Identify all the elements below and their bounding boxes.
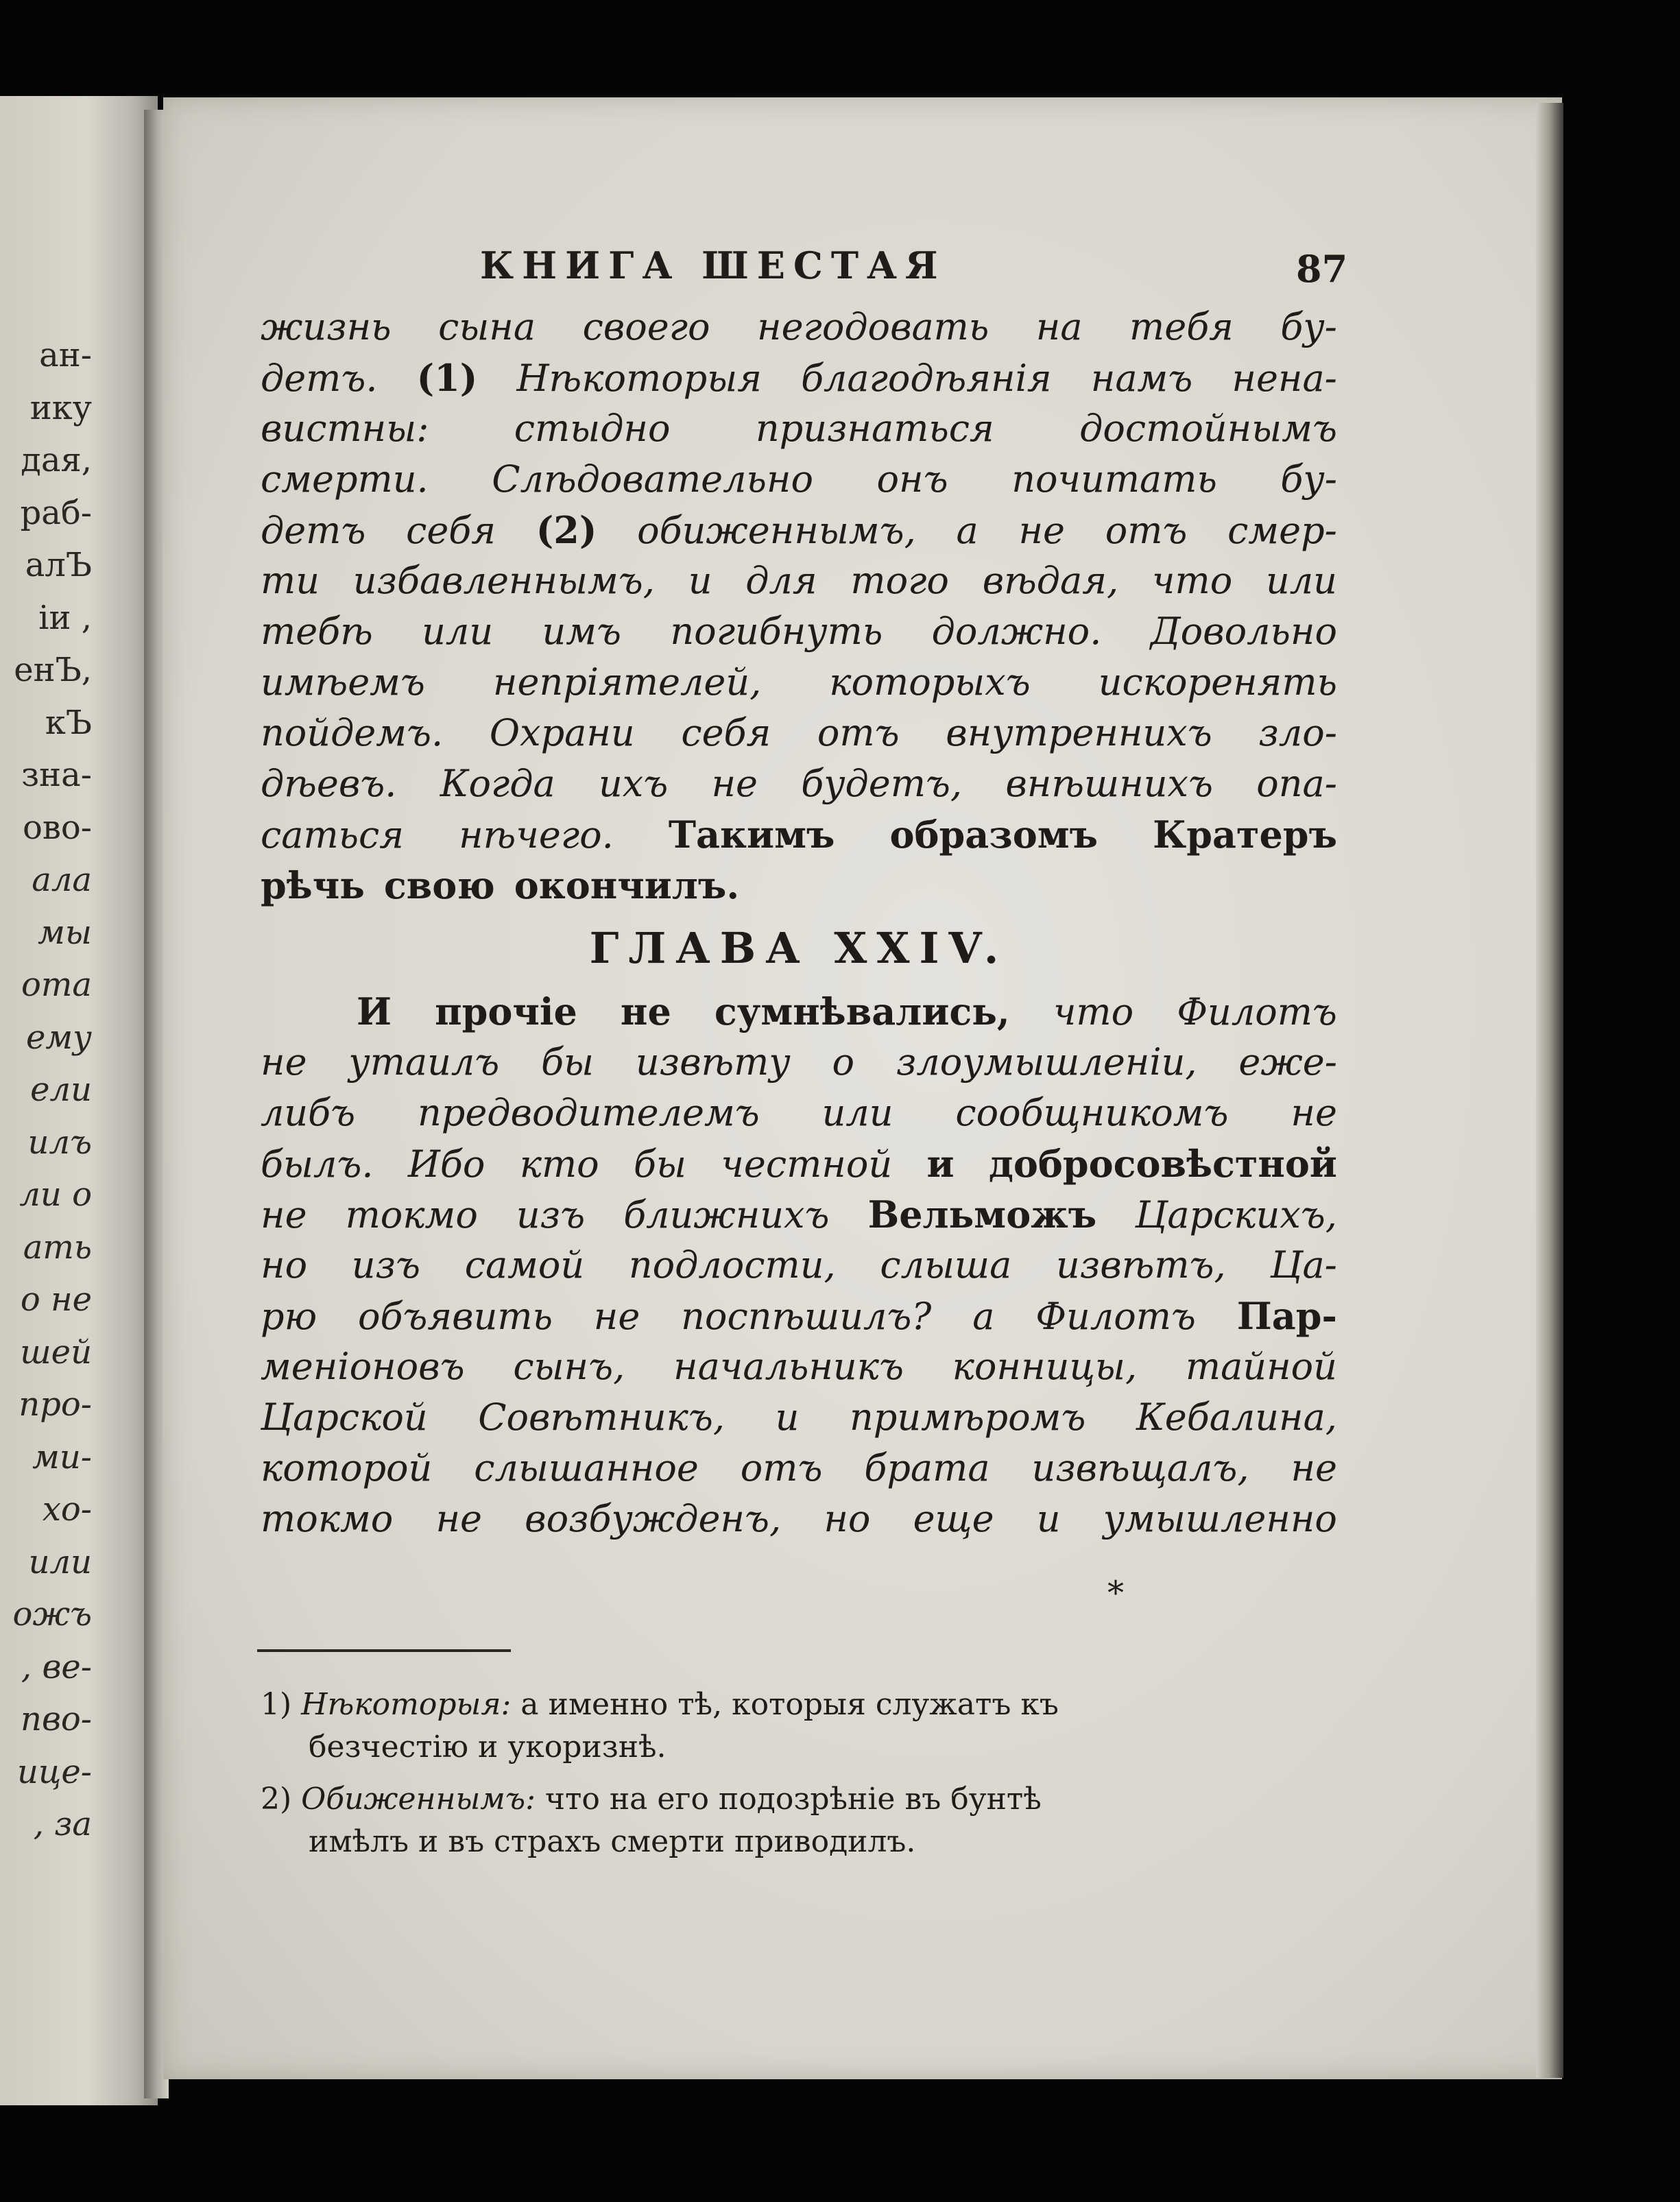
word: смер- (1227, 509, 1337, 552)
footnote-rule (257, 1649, 511, 1652)
word: достойнымъ (1079, 407, 1337, 450)
word: Филотъ (1035, 1295, 1196, 1338)
word: своего (582, 305, 710, 348)
word: бу- (1280, 305, 1337, 348)
word: не (593, 1295, 640, 1338)
word: добросовѣстной (988, 1142, 1337, 1186)
word: почитать (1011, 457, 1217, 501)
word: примѣромъ (850, 1396, 1086, 1439)
word: извѣтъ, (1056, 1243, 1226, 1287)
left-page-fragment: зна- (21, 756, 92, 794)
left-page-fragment: ать (23, 1228, 92, 1267)
word: токмо (261, 1497, 394, 1540)
word: кто (519, 1142, 599, 1186)
word: ти (261, 559, 320, 602)
word: слышанное (474, 1446, 699, 1489)
word: извѣту (635, 1040, 791, 1084)
word: извѣщалъ, (1031, 1446, 1249, 1489)
text-line (261, 1494, 1337, 1544)
word: но (824, 1497, 871, 1540)
word: что (1053, 990, 1134, 1033)
word: не (620, 990, 671, 1033)
word: конницы, (952, 1345, 1138, 1388)
text-line (261, 1088, 1337, 1138)
word: или (821, 1091, 893, 1134)
left-page-fragment: іи , (38, 598, 92, 637)
word: тайной (1185, 1345, 1337, 1388)
left-page-fragment: ала (32, 861, 92, 899)
word: сына (438, 305, 536, 348)
word: того (850, 559, 949, 602)
left-page-fragment: илъ (27, 1123, 92, 1162)
footnotes (261, 1684, 1344, 1863)
left-page-fragment: пво- (21, 1700, 92, 1738)
catchword-star: * (1107, 1574, 1124, 1612)
word: меніоновъ (261, 1345, 465, 1388)
chapter-title: ГЛАВА XXIV. (589, 923, 1009, 973)
word: сынъ, (513, 1345, 625, 1388)
word: поспѣшилъ? (681, 1295, 932, 1338)
footnote-text: а именно тѣ, которыя служатъ къ (520, 1687, 1059, 1722)
word: самой (464, 1243, 585, 1287)
word: что (1151, 559, 1233, 602)
text-line (261, 1189, 1337, 1240)
word: избавленнымъ, (352, 559, 655, 602)
word: изъ (516, 1193, 586, 1236)
footnote (261, 1684, 1344, 1726)
word: намъ (1090, 357, 1193, 400)
word: не (1291, 1091, 1337, 1134)
running-header: КНИГА ШЕСТАЯ (480, 243, 946, 287)
word: себя (681, 711, 771, 754)
text-line (261, 454, 1337, 505)
word: или (1265, 559, 1337, 602)
paragraph-crater-speech (261, 302, 1337, 911)
word: бы (634, 1142, 686, 1186)
footnote-continuation: безчестію и укоризнѣ. (309, 1730, 667, 1764)
word: Царскихъ, (1135, 1193, 1337, 1236)
word: рѣчь (261, 863, 365, 907)
word: былъ. (261, 1142, 374, 1186)
word: и (926, 1142, 955, 1186)
word: саться (261, 813, 405, 857)
left-page-fragment: хо- (42, 1490, 92, 1529)
word: либъ (261, 1091, 356, 1134)
footnote-number: 1) (261, 1687, 302, 1722)
text-line (261, 986, 1337, 1037)
word: прочіе (435, 990, 577, 1033)
word: негодовать (757, 305, 989, 348)
left-page-fragment: ово- (22, 808, 92, 847)
word: умышленно (1103, 1497, 1337, 1540)
word: Такимъ (668, 813, 835, 857)
paragraph-chapter-xxiv (261, 986, 1337, 1544)
word: жизнь (261, 305, 392, 348)
word: Слѣдовательно (492, 457, 813, 501)
word: тебя (1129, 305, 1234, 348)
left-page-fragment: дая, (21, 441, 92, 479)
word: Пар- (1236, 1294, 1337, 1338)
word: бы (541, 1040, 595, 1084)
text-line (261, 1392, 1337, 1443)
word: детъ (261, 509, 366, 552)
word: смерти. (261, 457, 429, 501)
footnote (261, 1778, 1344, 1821)
word: которой (261, 1446, 433, 1489)
word: честной (721, 1142, 893, 1186)
word: не (261, 1193, 307, 1236)
word: нена- (1232, 357, 1337, 400)
word: утаилъ (348, 1040, 500, 1084)
word: рю (261, 1295, 317, 1338)
text-line (261, 403, 1337, 454)
left-page-fragment: ице- (16, 1752, 92, 1791)
left-page-fragment: енЪ, (14, 651, 92, 689)
word: имѣемъ (261, 660, 425, 704)
word: дѣевъ. (261, 762, 397, 805)
word: (1) (416, 356, 478, 400)
word: слыша (880, 1243, 1012, 1287)
word: предводителемъ (417, 1091, 760, 1134)
text-line (261, 352, 1337, 403)
word: токмо (345, 1193, 478, 1236)
word: изъ (351, 1243, 421, 1287)
word: Царской (261, 1396, 428, 1439)
text-line (261, 1138, 1337, 1189)
word: Кебалина, (1136, 1396, 1337, 1439)
word: Филотъ (1177, 990, 1337, 1033)
left-page-fragment: ему (25, 1018, 92, 1057)
footnote-continuation: имѣлъ и въ страхъ смерти приводилъ. (309, 1824, 916, 1859)
footnote-text: что на его подозрѣніе въ бунтѣ (544, 1782, 1042, 1817)
word: Нѣкоторыя (516, 357, 762, 400)
left-page-fragment: ели (30, 1070, 92, 1109)
text-line (261, 860, 1337, 911)
word: отъ (1105, 509, 1188, 552)
left-page-fragment: шей (20, 1332, 92, 1372)
word: бу- (1280, 457, 1337, 501)
word: не (261, 1040, 307, 1084)
word: себя (406, 509, 496, 552)
word: объявить (357, 1295, 553, 1338)
word: внѣшнихъ (1005, 762, 1213, 805)
footnote-term: Обиженнымъ: (301, 1782, 545, 1817)
text-line (261, 758, 1337, 809)
text-line (261, 1240, 1337, 1291)
text-line (261, 809, 1337, 860)
word: опа- (1256, 762, 1337, 805)
word: будетъ, (801, 762, 963, 805)
word: Охрани (489, 711, 635, 754)
word: окончилъ. (514, 863, 740, 907)
word: нѣчего. (459, 813, 614, 857)
word: на (1035, 305, 1083, 348)
word: для (745, 559, 817, 602)
word: зло- (1258, 711, 1337, 754)
word: Совѣтникъ, (478, 1396, 725, 1439)
left-page-fragment: ан- (39, 336, 92, 374)
word: или (422, 610, 494, 653)
left-page (0, 96, 158, 2105)
word: искоренять (1098, 660, 1337, 704)
text-line (261, 505, 1337, 555)
word: вѣдая, (982, 559, 1119, 602)
left-page-fragment: про- (19, 1385, 92, 1424)
word: отъ (817, 711, 900, 754)
word: имъ (542, 610, 622, 653)
word: должно. (931, 610, 1102, 653)
word: образомъ (889, 813, 1099, 857)
word: а (972, 1295, 995, 1338)
word: не (435, 1497, 482, 1540)
word: Довольно (1150, 610, 1337, 653)
word: онъ (876, 457, 948, 501)
word: детъ. (261, 357, 378, 400)
text-line (261, 1291, 1337, 1341)
word: возбужденъ, (525, 1497, 782, 1540)
text-line (261, 657, 1337, 708)
word: о (832, 1040, 855, 1084)
left-page-fragment: ику (29, 388, 92, 427)
word: брата (864, 1446, 990, 1489)
word: которыхъ (829, 660, 1031, 704)
left-page-fragment: мы (38, 913, 92, 952)
word: Вельможъ (867, 1193, 1097, 1236)
word: злоумышленіи, (896, 1040, 1197, 1084)
text-line (261, 1037, 1337, 1088)
word: Когда (440, 762, 555, 805)
left-page-fragment: кЪ (45, 703, 92, 742)
text-line (261, 555, 1337, 606)
word: не (1291, 1446, 1337, 1489)
word: обиженнымъ, (637, 509, 916, 552)
left-page-fragment: ожъ (12, 1595, 92, 1633)
footnote-term: Нѣкоторыя: (301, 1687, 521, 1722)
word: Ибо (407, 1142, 485, 1186)
text-line (261, 1443, 1337, 1494)
word: еще (913, 1497, 994, 1540)
word: еже- (1238, 1040, 1337, 1084)
word: непріятелей, (492, 660, 762, 704)
left-page-fragment: алЪ (25, 546, 92, 584)
word: ближнихъ (623, 1193, 830, 1236)
word: и (688, 559, 712, 602)
word: а (956, 509, 979, 552)
word: и (1036, 1497, 1061, 1540)
word: отъ (740, 1446, 823, 1489)
word: (2) (536, 508, 597, 552)
left-page-fragment: ота (21, 966, 92, 1004)
left-page-fragment: , за (33, 1805, 92, 1843)
left-page-fragment: ми- (32, 1437, 92, 1476)
word: не (1018, 509, 1065, 552)
left-page-fragment: ли о (19, 1175, 92, 1214)
word: пойдемъ. (261, 711, 444, 754)
left-page-fragment: , ве- (21, 1647, 92, 1686)
word: И (357, 990, 392, 1033)
left-page-fragment: раб- (20, 493, 92, 532)
left-page-fragment: или (28, 1542, 92, 1581)
word: свою (383, 863, 495, 907)
word: Кратеръ (1153, 813, 1337, 857)
word: сумнѣвались, (714, 990, 1010, 1033)
footnote-number: 2) (261, 1782, 302, 1817)
text-line (261, 1341, 1337, 1392)
word: признаться (755, 407, 994, 450)
page-edge (1536, 103, 1563, 2078)
text-line (261, 302, 1337, 352)
word: стыдно (514, 407, 671, 450)
word: тебѣ (261, 610, 373, 653)
left-page-fragment: о не (20, 1280, 92, 1319)
word: внутреннихъ (946, 711, 1212, 754)
word: подлости, (628, 1243, 836, 1287)
word: ихъ (598, 762, 669, 805)
word: погибнуть (670, 610, 883, 653)
text-line (261, 708, 1337, 758)
word: сообщникомъ (955, 1091, 1229, 1134)
word: и (775, 1396, 800, 1439)
word: не (711, 762, 758, 805)
text-line (261, 606, 1337, 657)
word: Ца- (1270, 1243, 1337, 1287)
word: но (261, 1243, 308, 1287)
word: начальникъ (673, 1345, 904, 1388)
page-number: 87 (1296, 247, 1348, 291)
word: благодѣянія (801, 357, 1052, 400)
body-text (261, 302, 1337, 1544)
word: вистны: (261, 407, 429, 450)
